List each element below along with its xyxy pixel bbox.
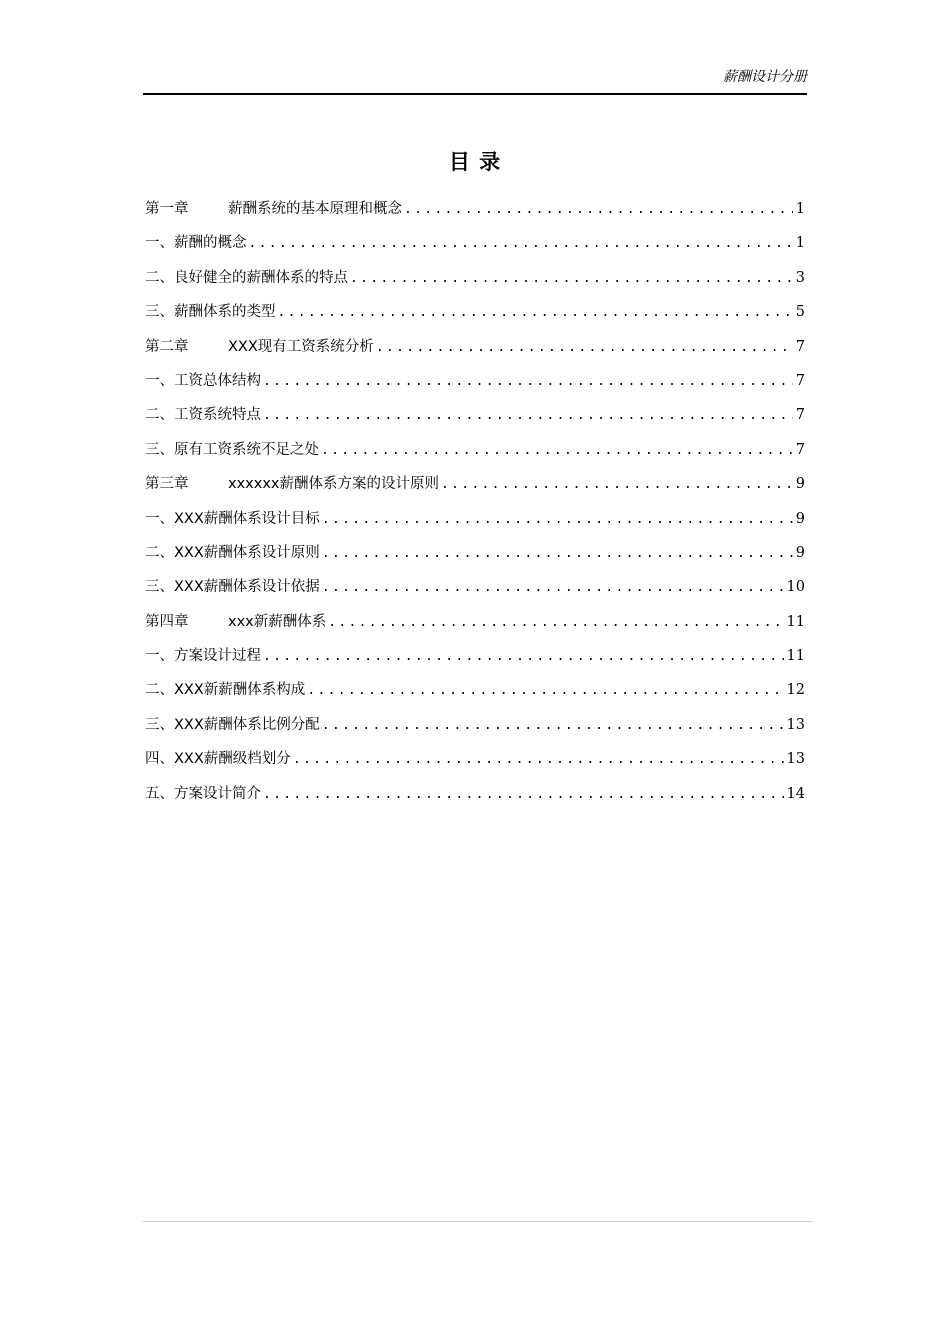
toc-entry-label bbox=[145, 335, 374, 356]
toc-page-number: 9 bbox=[795, 510, 805, 527]
toc-dot-leader bbox=[249, 236, 793, 251]
toc-dot-leader bbox=[441, 477, 793, 492]
toc-entry[interactable] bbox=[145, 541, 805, 575]
toc-entry[interactable] bbox=[145, 678, 805, 712]
toc-dot-leader bbox=[321, 443, 793, 458]
toc-entry-text: 三、XXX薪酬体系设计依据 bbox=[145, 579, 320, 596]
toc-chapter-number: 第二章 bbox=[145, 338, 189, 355]
toc-page-number: 3 bbox=[795, 269, 805, 286]
toc-entry-text: 四、XXX薪酬级档划分 bbox=[145, 751, 291, 768]
toc-dot-leader bbox=[263, 408, 793, 423]
header-divider bbox=[143, 93, 807, 95]
toc-entry-text: xxx新薪酬体系 bbox=[228, 613, 327, 630]
toc-chapter-number: 第一章 bbox=[145, 201, 189, 217]
toc-entry[interactable] bbox=[145, 438, 805, 472]
toc-entry[interactable] bbox=[145, 369, 805, 403]
toc-dot-leader bbox=[328, 615, 783, 630]
toc-chapter-number: 第四章 bbox=[145, 613, 189, 630]
toc-title: 目 录 bbox=[448, 150, 502, 174]
toc-entry[interactable] bbox=[145, 300, 805, 334]
toc-dot-leader bbox=[307, 683, 783, 698]
toc-page-number: 9 bbox=[795, 544, 805, 561]
toc-dot-leader bbox=[376, 340, 793, 355]
toc-entry-text: 一、薪酬的概念 bbox=[145, 235, 247, 252]
toc-entry-text: 二、良好健全的薪酬体系的特点 bbox=[145, 269, 348, 286]
toc-entry-label bbox=[145, 197, 402, 218]
toc-entry-text: 一、XXX薪酬体系设计目标 bbox=[145, 510, 320, 527]
toc-dot-leader bbox=[322, 512, 793, 527]
toc-page-number: 7 bbox=[795, 441, 805, 458]
toc-entry-text: 三、原有工资系统不足之处 bbox=[145, 441, 319, 458]
toc-entry[interactable] bbox=[145, 507, 805, 541]
toc-dot-leader bbox=[263, 374, 793, 389]
toc-page-number: 7 bbox=[795, 338, 805, 355]
toc-entry-text: 一、工资总体结构 bbox=[145, 372, 261, 389]
toc-entry-text: 五、方案设计简介 bbox=[145, 785, 261, 802]
toc-dot-leader bbox=[322, 546, 793, 561]
toc-entry[interactable] bbox=[145, 747, 805, 781]
toc-entry[interactable] bbox=[145, 403, 805, 437]
toc-dot-leader bbox=[350, 271, 793, 286]
toc-page-number: 1 bbox=[795, 201, 805, 217]
toc-entry[interactable] bbox=[145, 713, 805, 747]
toc-page-number: 1 bbox=[795, 235, 805, 252]
toc-page-number: 11 bbox=[786, 613, 805, 630]
toc-entry[interactable] bbox=[145, 231, 805, 265]
toc-page-number: 7 bbox=[795, 407, 805, 424]
footer-divider bbox=[143, 1221, 813, 1222]
toc-dot-leader bbox=[263, 649, 784, 664]
toc-dot-leader bbox=[322, 580, 784, 595]
toc-entry-label bbox=[145, 472, 439, 493]
toc-page-number: 9 bbox=[795, 476, 805, 493]
header-title: 薪酬设计分册 bbox=[723, 69, 807, 85]
toc-entry-text: 二、工资系统特点 bbox=[145, 407, 261, 424]
toc-page-number: 7 bbox=[795, 372, 805, 389]
toc-entry[interactable] bbox=[145, 575, 805, 609]
toc-entry-text: 二、XXX新薪酬体系构成 bbox=[145, 682, 306, 699]
toc-page-number: 5 bbox=[795, 304, 805, 321]
toc-entry-label bbox=[145, 610, 326, 631]
toc-entry-text: 薪酬系统的基本原理和概念 bbox=[228, 201, 402, 217]
toc-chapter-number: 第三章 bbox=[145, 476, 189, 493]
toc-page-number: 14 bbox=[786, 785, 805, 802]
toc-entry-text: 三、XXX薪酬体系比例分配 bbox=[145, 716, 320, 733]
toc-entry[interactable] bbox=[145, 266, 805, 300]
toc-entry[interactable] bbox=[145, 782, 805, 816]
toc-page-number: 13 bbox=[786, 751, 805, 768]
toc-entry[interactable] bbox=[145, 335, 805, 369]
toc-entry-text: XXX现有工资系统分析 bbox=[228, 338, 374, 355]
toc-dot-leader bbox=[263, 787, 784, 802]
toc-dot-leader bbox=[322, 718, 784, 733]
toc-page-number: 10 bbox=[786, 579, 805, 596]
toc-entry[interactable] bbox=[145, 610, 805, 644]
toc-entry-text: 三、薪酬体系的类型 bbox=[145, 304, 276, 321]
toc-dot-leader bbox=[293, 752, 784, 767]
toc-page-number: 11 bbox=[786, 648, 805, 665]
toc-entry-text: 二、XXX薪酬体系设计原则 bbox=[145, 544, 320, 561]
table-of-contents bbox=[145, 197, 805, 816]
toc-entry[interactable] bbox=[145, 197, 805, 231]
toc-entry-text: xxxxxx薪酬体系方案的设计原则 bbox=[228, 476, 439, 493]
toc-dot-leader bbox=[278, 305, 793, 320]
toc-page-number: 13 bbox=[786, 716, 805, 733]
toc-entry[interactable] bbox=[145, 644, 805, 678]
toc-page-number: 12 bbox=[786, 682, 805, 699]
toc-entry[interactable] bbox=[145, 472, 805, 506]
toc-dot-leader bbox=[404, 202, 793, 217]
toc-entry-text: 一、方案设计过程 bbox=[145, 648, 261, 665]
